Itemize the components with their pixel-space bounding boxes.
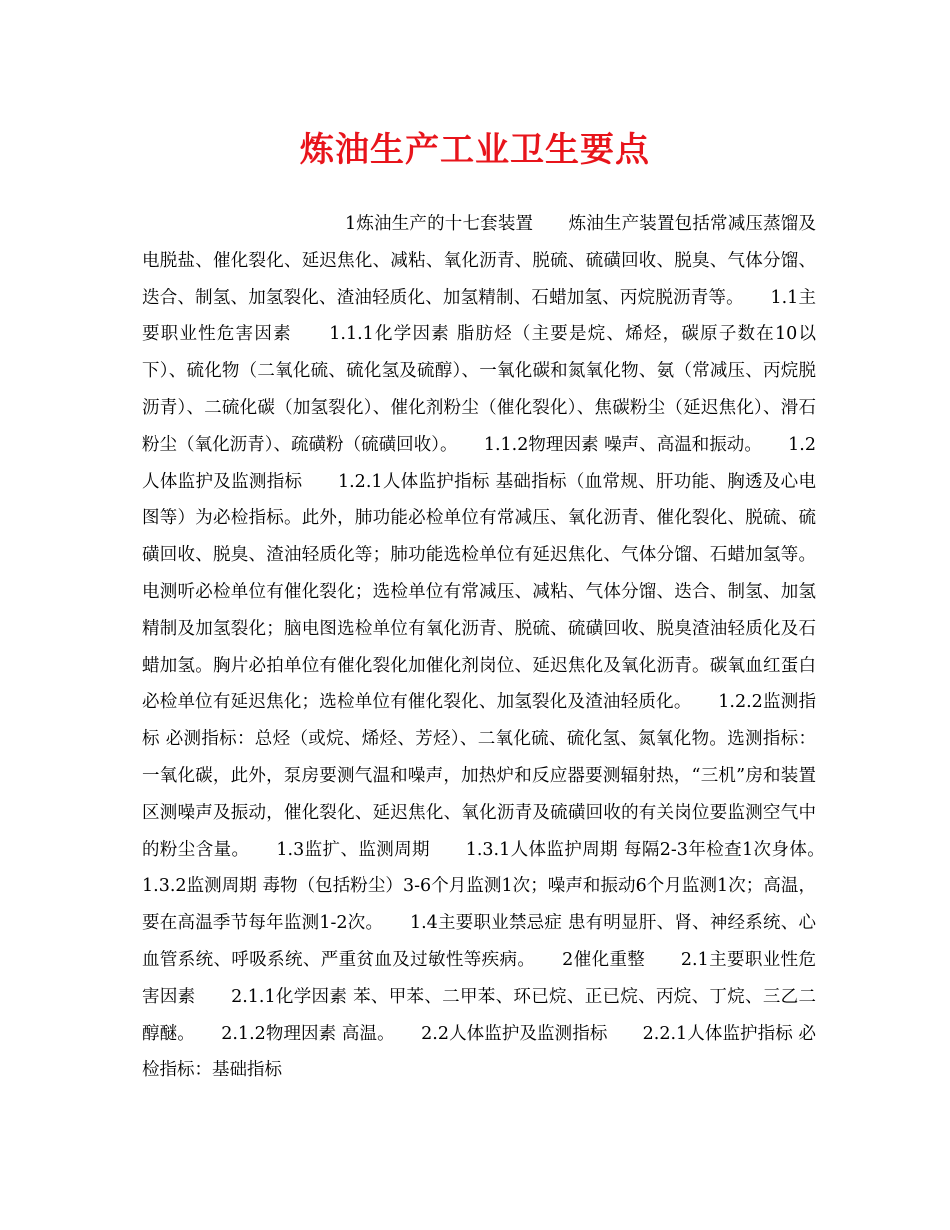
document-body: 1炼油生产的十七套装置 炼油生产装置包括常减压蒸馏及电脱盐、催化裂化、延迟焦化、减粘、氧化沥青、脱硫、硫磺回收、脱臭、气体分馏、迭合、制氢、加氢裂化、渣油轻质化、加氢精制、石蜡加氢、丙烷脱沥青等。 1.1主要职业性危害因素 1.1.1化学因素 脂肪烃（主要是烷、烯烃，碳原子数在10以下）、硫化物（二氧化硫、硫化氢及硫醇）、一氧化碳和氮氧化物、氨（常减压、丙烷脱沥青）、二硫化碳（加氢裂化）、催化剂粉尘（催化裂化）、焦碳粉尘（延迟焦化）、滑石粉尘（氧化沥青）、疏磺粉（硫磺回收）。 1.1.2物理因素 噪声、高温和振动。 1.2人体监护及监测指标 1.2.1人体监护指标 基础指标（血常规、肝功能、胸透及心电图等）为必检指标。此外，肺功能必检单位有常减压、氧化沥青、催化裂化、脱硫、硫磺回收、脱臭、渣油轻质化等；肺功能选检单位有延迟焦化、气体分馏、石蜡加氢等。电测听必检单位有催化裂化；选检单位有常减压、减粘、气体分馏、迭合、制氢、加氢精制及加氢裂化；脑电图选检单位有氧化沥青、脱硫、硫磺回收、脱臭渣油轻质化及石蜡加氢。胸片必拍单位有催化裂化加催化剂岗位、延迟焦化及氧化沥青。碳氧血红蛋白必检单位有延迟焦化；选检单位有催化裂化、加氢裂化及渣油轻质化。 1.2.2监测指标 必测指标：总烃（或烷、烯烃、芳烃）、二氧化硫、硫化氢、氮氧化物。选测指标：一氧化碳，此外，泵房要测气温和噪声，加热炉和反应器要测辐射热，“三机”房和装置区测噪声及振动，催化裂化、延迟焦化、氧化沥青及硫磺回收的有关岗位要监测空气中的粉尘含量。 1.3监扩、监测周期 1.3.1人体监护周期 每隔2-3年检查1次身体。 1.3.2监测周期 毒物（包括粉尘）3-6个月监测1次；噪声和振动6个月监测1次；高温，要在高温季节每年监测1-2次。 1.4主要职业禁忌症 患有明显肝、肾、神经系统、心血管系统、呼吸系统、严重贫血及过敏性等疾病。 2催化重整 2.1主要职业性危害因素 2.1.1化学因素 苯、甲苯、二甲苯、环已烷、正已烷、丙烷、丁烷、三乙二醇醚。 2.1.2物理因素 高温。 2.2人体监护及监测指标 2.2.1人体监护指标 必检指标：基础指标 bbox=[142, 214, 851, 1081]
document-title: 炼油生产工业卫生要点 bbox=[300, 130, 650, 170]
